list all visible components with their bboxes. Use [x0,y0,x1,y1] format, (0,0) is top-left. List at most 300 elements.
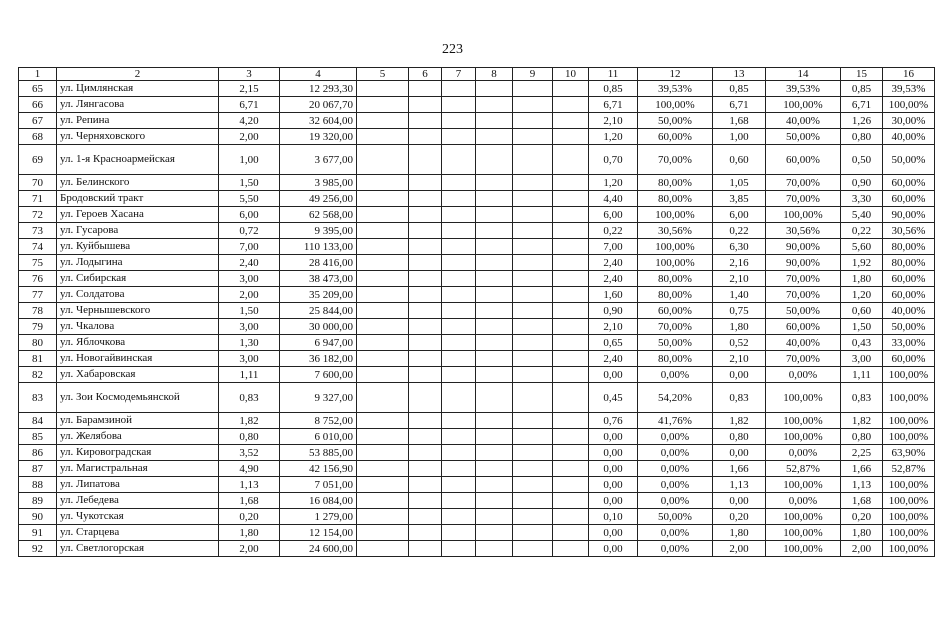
empty-cell [357,445,409,461]
percent-cell: 0,00% [638,541,713,557]
empty-cell [476,367,513,383]
empty-cell [513,175,553,191]
street-name-cell: ул. Лодыгина [57,255,219,271]
cost-cell: 24 600,00 [280,541,357,557]
empty-cell [409,413,442,429]
empty-cell [553,445,589,461]
street-name-cell: ул. Чернышевского [57,303,219,319]
percent-cell: 60,00% [766,145,841,175]
length-cell: 7,00 [219,239,280,255]
column-header: 8 [476,68,513,81]
value-cell: 0,00 [589,367,638,383]
length-cell: 1,82 [219,413,280,429]
percent-cell: 100,00% [883,367,935,383]
empty-cell [476,319,513,335]
value-cell: 0,76 [589,413,638,429]
percent-cell: 100,00% [883,493,935,509]
cost-cell: 36 182,00 [280,351,357,367]
column-header: 6 [409,68,442,81]
empty-cell [513,81,553,97]
empty-cell [442,271,476,287]
value-cell: 1,05 [713,175,766,191]
street-name-cell: ул. Лебедева [57,493,219,509]
row-number-cell: 86 [19,445,57,461]
length-cell: 1,13 [219,477,280,493]
empty-cell [513,191,553,207]
percent-cell: 0,00% [638,477,713,493]
percent-cell: 100,00% [766,429,841,445]
value-cell: 0,00 [589,493,638,509]
value-cell: 0,00 [713,493,766,509]
percent-cell: 100,00% [638,239,713,255]
percent-cell: 60,00% [883,351,935,367]
empty-cell [442,525,476,541]
percent-cell: 0,00% [638,525,713,541]
empty-cell [476,191,513,207]
cost-cell: 6 947,00 [280,335,357,351]
value-cell: 0,65 [589,335,638,351]
empty-cell [476,271,513,287]
cost-cell: 32 604,00 [280,113,357,129]
value-cell: 2,00 [841,541,883,557]
empty-cell [442,509,476,525]
value-cell: 0,80 [841,429,883,445]
street-name-cell: ул. Белинского [57,175,219,191]
empty-cell [476,223,513,239]
empty-cell [476,335,513,351]
empty-cell [357,461,409,477]
percent-cell: 33,00% [883,335,935,351]
percent-cell: 30,56% [883,223,935,239]
row-number-cell: 68 [19,129,57,145]
empty-cell [513,207,553,223]
length-cell: 1,68 [219,493,280,509]
value-cell: 1,11 [841,367,883,383]
table-row [19,351,935,367]
empty-cell [409,445,442,461]
value-cell: 0,22 [589,223,638,239]
empty-cell [476,509,513,525]
empty-cell [476,145,513,175]
empty-cell [442,335,476,351]
cost-cell: 7 051,00 [280,477,357,493]
empty-cell [476,541,513,557]
percent-cell: 60,00% [883,175,935,191]
percent-cell: 100,00% [883,413,935,429]
value-cell: 0,83 [841,383,883,413]
percent-cell: 100,00% [638,97,713,113]
value-cell: 1,20 [589,129,638,145]
empty-cell [442,319,476,335]
empty-cell [409,129,442,145]
empty-cell [442,255,476,271]
percent-cell: 0,00% [638,445,713,461]
percent-cell: 70,00% [638,145,713,175]
street-name-cell: ул. Чукотская [57,509,219,525]
length-cell: 6,71 [219,97,280,113]
value-cell: 1,82 [713,413,766,429]
empty-cell [476,383,513,413]
empty-cell [357,413,409,429]
empty-cell [357,367,409,383]
empty-cell [513,541,553,557]
percent-cell: 100,00% [883,383,935,413]
cost-cell: 8 752,00 [280,413,357,429]
column-header: 1 [19,68,57,81]
table-row [19,509,935,525]
empty-cell [357,303,409,319]
row-number-cell: 70 [19,175,57,191]
percent-cell: 80,00% [638,191,713,207]
value-cell: 0,85 [713,81,766,97]
street-name-cell: ул. Зои Космодемьянской [57,383,219,413]
empty-cell [442,493,476,509]
row-number-cell: 77 [19,287,57,303]
empty-cell [513,145,553,175]
percent-cell: 54,20% [638,383,713,413]
percent-cell: 50,00% [766,129,841,145]
length-cell: 1,11 [219,367,280,383]
percent-cell: 0,00% [766,493,841,509]
empty-cell [442,129,476,145]
value-cell: 1,68 [713,113,766,129]
value-cell: 0,43 [841,335,883,351]
empty-cell [513,477,553,493]
length-cell: 3,00 [219,319,280,335]
empty-cell [409,271,442,287]
value-cell: 3,00 [841,351,883,367]
empty-cell [553,367,589,383]
value-cell: 0,83 [713,383,766,413]
value-cell: 0,00 [589,477,638,493]
cost-cell: 1 279,00 [280,509,357,525]
value-cell: 0,85 [841,81,883,97]
length-cell: 5,50 [219,191,280,207]
empty-cell [513,413,553,429]
value-cell: 4,40 [589,191,638,207]
empty-cell [553,383,589,413]
table-row [19,207,935,223]
empty-cell [476,493,513,509]
empty-cell [442,145,476,175]
street-name-cell: ул. Липатова [57,477,219,493]
value-cell: 1,80 [713,525,766,541]
value-cell: 2,40 [589,255,638,271]
page-number: 223 [442,42,463,57]
percent-cell: 90,00% [883,207,935,223]
value-cell: 0,90 [589,303,638,319]
length-cell: 2,40 [219,255,280,271]
empty-cell [409,335,442,351]
empty-cell [409,367,442,383]
value-cell: 1,80 [841,271,883,287]
length-cell: 3,00 [219,271,280,287]
cost-cell: 30 000,00 [280,319,357,335]
empty-cell [442,413,476,429]
value-cell: 3,30 [841,191,883,207]
percent-cell: 60,00% [638,129,713,145]
table-row [19,113,935,129]
empty-cell [442,303,476,319]
percent-cell: 0,00% [766,367,841,383]
empty-cell [553,335,589,351]
row-number-cell: 88 [19,477,57,493]
cost-cell: 19 320,00 [280,129,357,145]
percent-cell: 70,00% [766,175,841,191]
empty-cell [357,175,409,191]
value-cell: 2,40 [589,271,638,287]
value-cell: 0,22 [841,223,883,239]
empty-cell [357,287,409,303]
cost-cell: 25 844,00 [280,303,357,319]
value-cell: 1,66 [841,461,883,477]
percent-cell: 60,00% [883,287,935,303]
empty-cell [476,129,513,145]
street-name-cell: ул. Черняховского [57,129,219,145]
empty-cell [513,429,553,445]
empty-cell [357,477,409,493]
empty-cell [442,191,476,207]
percent-cell: 100,00% [766,525,841,541]
row-number-cell: 79 [19,319,57,335]
value-cell: 2,40 [589,351,638,367]
column-header: 11 [589,68,638,81]
table-row [19,541,935,557]
table-row [19,175,935,191]
row-number-cell: 80 [19,335,57,351]
cost-cell: 12 293,30 [280,81,357,97]
percent-cell: 0,00% [766,445,841,461]
column-header: 12 [638,68,713,81]
cost-cell: 9 327,00 [280,383,357,413]
value-cell: 0,75 [713,303,766,319]
cost-cell: 28 416,00 [280,255,357,271]
empty-cell [357,81,409,97]
table-row [19,191,935,207]
value-cell: 1,80 [713,319,766,335]
empty-cell [553,429,589,445]
table-row [19,367,935,383]
percent-cell: 30,00% [883,113,935,129]
length-cell: 2,00 [219,287,280,303]
empty-cell [476,461,513,477]
street-name-cell: ул. Чкалова [57,319,219,335]
empty-cell [409,97,442,113]
table-row [19,223,935,239]
empty-cell [409,383,442,413]
row-number-cell: 92 [19,541,57,557]
percent-cell: 80,00% [883,239,935,255]
street-name-cell: ул. Новогайвинская [57,351,219,367]
street-name-cell: ул. Старцева [57,525,219,541]
percent-cell: 80,00% [638,271,713,287]
value-cell: 3,85 [713,191,766,207]
value-cell: 0,20 [713,509,766,525]
empty-cell [409,303,442,319]
value-cell: 1,20 [589,175,638,191]
empty-cell [409,319,442,335]
empty-cell [357,223,409,239]
empty-cell [553,351,589,367]
length-cell: 2,15 [219,81,280,97]
percent-cell: 52,87% [766,461,841,477]
empty-cell [513,113,553,129]
empty-cell [357,145,409,175]
empty-cell [513,335,553,351]
percent-cell: 50,00% [883,319,935,335]
empty-cell [409,461,442,477]
table-row [19,383,935,413]
empty-cell [476,525,513,541]
empty-cell [476,413,513,429]
empty-cell [513,319,553,335]
table-row [19,477,935,493]
empty-cell [553,239,589,255]
empty-cell [357,255,409,271]
value-cell: 0,00 [589,429,638,445]
value-cell: 6,71 [713,97,766,113]
percent-cell: 50,00% [883,145,935,175]
value-cell: 2,10 [589,113,638,129]
empty-cell [553,413,589,429]
empty-cell [513,461,553,477]
table-row [19,303,935,319]
percent-cell: 0,00% [638,461,713,477]
table-row [19,319,935,335]
value-cell: 0,90 [841,175,883,191]
value-cell: 6,00 [589,207,638,223]
cost-cell: 12 154,00 [280,525,357,541]
empty-cell [476,239,513,255]
value-cell: 1,82 [841,413,883,429]
empty-cell [409,255,442,271]
value-cell: 6,30 [713,239,766,255]
length-cell: 3,52 [219,445,280,461]
empty-cell [442,541,476,557]
value-cell: 2,00 [713,541,766,557]
cost-cell: 3 985,00 [280,175,357,191]
row-number-cell: 87 [19,461,57,477]
percent-cell: 100,00% [766,97,841,113]
cost-cell: 3 677,00 [280,145,357,175]
column-header: 4 [280,68,357,81]
column-header: 3 [219,68,280,81]
empty-cell [553,81,589,97]
percent-cell: 50,00% [766,303,841,319]
cost-cell: 110 133,00 [280,239,357,255]
empty-cell [357,525,409,541]
row-number-cell: 74 [19,239,57,255]
table-body [19,81,935,557]
percent-cell: 90,00% [766,239,841,255]
percent-cell: 100,00% [883,541,935,557]
percent-cell: 0,00% [638,429,713,445]
row-number-cell: 65 [19,81,57,97]
street-name-cell: ул. Кировоградская [57,445,219,461]
empty-cell [357,493,409,509]
value-cell: 0,50 [841,145,883,175]
empty-cell [553,207,589,223]
percent-cell: 50,00% [638,335,713,351]
cost-cell: 35 209,00 [280,287,357,303]
percent-cell: 30,56% [766,223,841,239]
empty-cell [409,145,442,175]
percent-cell: 39,53% [883,81,935,97]
value-cell: 0,00 [589,461,638,477]
percent-cell: 70,00% [766,271,841,287]
empty-cell [476,351,513,367]
cost-cell: 38 473,00 [280,271,357,287]
table-row [19,145,935,175]
row-number-cell: 91 [19,525,57,541]
empty-cell [553,303,589,319]
empty-cell [357,335,409,351]
length-cell: 0,80 [219,429,280,445]
empty-cell [513,383,553,413]
percent-cell: 80,00% [883,255,935,271]
empty-cell [409,81,442,97]
value-cell: 6,00 [713,207,766,223]
percent-cell: 39,53% [766,81,841,97]
empty-cell [553,113,589,129]
percent-cell: 40,00% [883,303,935,319]
column-header: 15 [841,68,883,81]
value-cell: 1,80 [841,525,883,541]
empty-cell [476,429,513,445]
street-name-cell: ул. Барамзиной [57,413,219,429]
value-cell: 1,68 [841,493,883,509]
street-name-cell: ул. Желябова [57,429,219,445]
empty-cell [553,525,589,541]
percent-cell: 30,56% [638,223,713,239]
value-cell: 1,13 [713,477,766,493]
value-cell: 1,20 [841,287,883,303]
value-cell: 2,25 [841,445,883,461]
value-cell: 6,71 [841,97,883,113]
street-name-cell: ул. Солдатова [57,287,219,303]
street-name-cell: ул. Хабаровская [57,367,219,383]
empty-cell [409,429,442,445]
length-cell: 2,00 [219,541,280,557]
street-name-cell: ул. Лянгасова [57,97,219,113]
percent-cell: 100,00% [766,383,841,413]
empty-cell [357,207,409,223]
percent-cell: 52,87% [883,461,935,477]
street-name-cell: ул. Гусарова [57,223,219,239]
row-number-cell: 85 [19,429,57,445]
percent-cell: 50,00% [638,113,713,129]
percent-cell: 100,00% [766,477,841,493]
length-cell: 1,30 [219,335,280,351]
value-cell: 0,10 [589,509,638,525]
street-name-cell: Бродовский тракт [57,191,219,207]
percent-cell: 70,00% [766,191,841,207]
length-cell: 4,90 [219,461,280,477]
column-header: 9 [513,68,553,81]
percent-cell: 60,00% [766,319,841,335]
value-cell: 0,00 [713,445,766,461]
empty-cell [442,351,476,367]
value-cell: 0,20 [841,509,883,525]
empty-cell [476,97,513,113]
empty-cell [357,541,409,557]
percent-cell: 100,00% [883,525,935,541]
value-cell: 0,80 [841,129,883,145]
cost-cell: 9 395,00 [280,223,357,239]
empty-cell [442,175,476,191]
table-row [19,239,935,255]
empty-cell [513,97,553,113]
